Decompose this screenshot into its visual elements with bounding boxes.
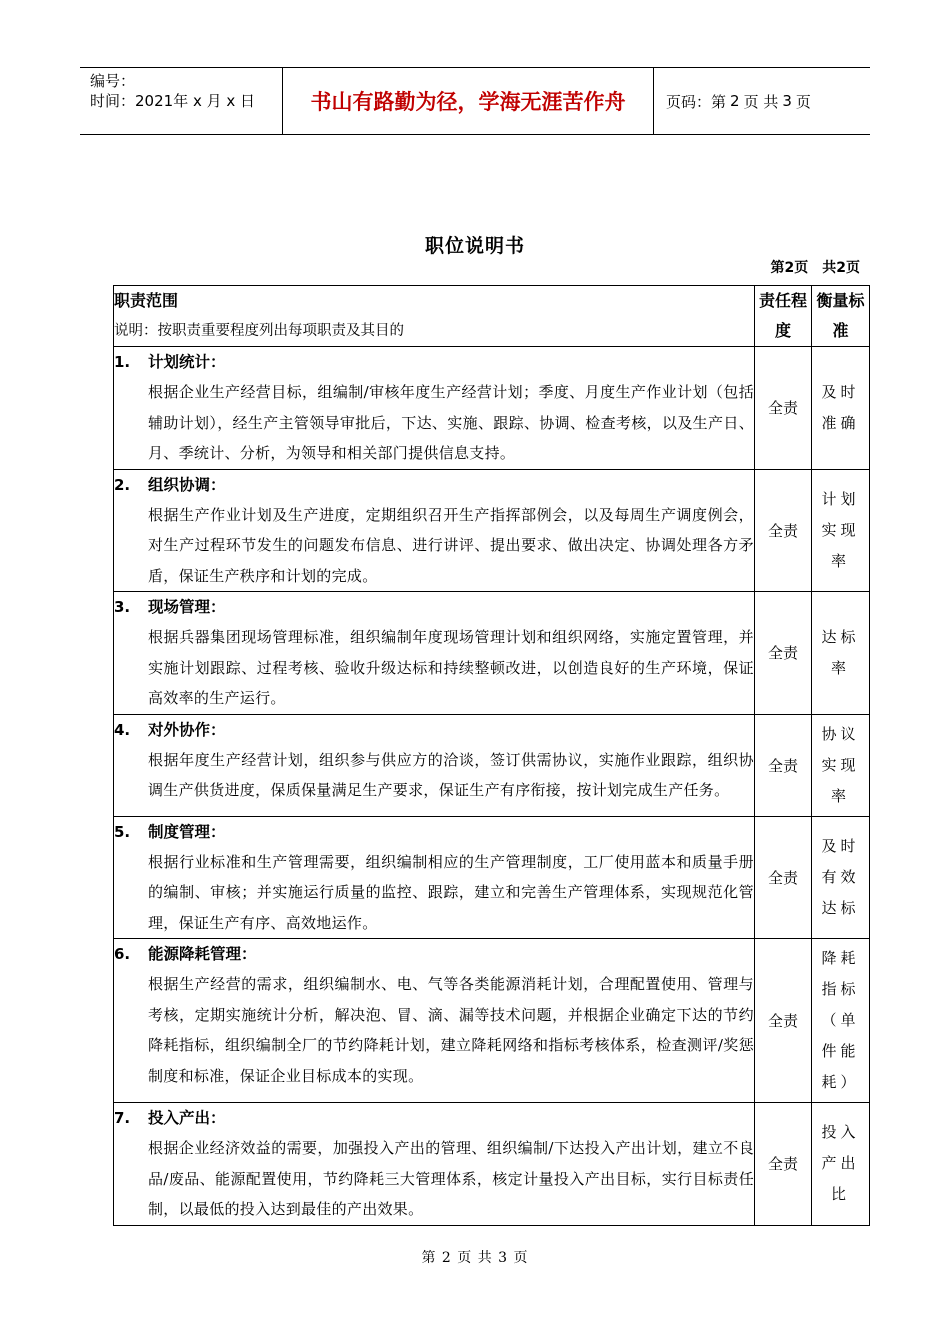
duty-description: 根据年度生产经营计划，组织参与供应方的洽谈，签订供需协议，实施作业跟踪，组织协调生产供货进度，保质保量满足生产要求，保证生产有序衔接，按计划完成生产任务。 xyxy=(148,750,754,799)
measurement-standard: 及时有效达标 xyxy=(812,816,870,939)
page-mid: 页 共 xyxy=(743,92,779,111)
duty-number: 6. xyxy=(114,945,131,963)
page-note: 第2页 共2页 xyxy=(770,260,860,276)
duty-title: 能源降耗管理： xyxy=(148,945,257,963)
duty-cell xyxy=(114,592,755,715)
header-meta xyxy=(80,68,282,134)
responsibility-level: 全责 xyxy=(755,816,812,939)
measurement-standard: 及时准确 xyxy=(812,347,870,470)
duty-heading xyxy=(114,592,754,622)
measurement-standard: 协议实现率 xyxy=(812,714,870,816)
duty-cell xyxy=(114,469,755,592)
duty-heading xyxy=(114,347,754,377)
duty-title: 对外协作： xyxy=(148,720,226,739)
duty-cell xyxy=(114,347,755,470)
duty-heading xyxy=(114,817,754,847)
responsibility-level: 全责 xyxy=(755,714,812,816)
header-description: 说明：按职责重要程度列出每项职责及其目的 xyxy=(114,323,404,339)
table-row xyxy=(114,816,870,939)
duty-heading xyxy=(114,715,754,745)
duty-cell xyxy=(114,816,755,939)
duty-cell xyxy=(114,939,755,1103)
duty-cell xyxy=(114,714,755,816)
table-row xyxy=(114,714,870,816)
duty-cell xyxy=(114,1103,755,1226)
responsibility-level: 全责 xyxy=(755,469,812,592)
page-num: 2 xyxy=(730,92,740,110)
table-row xyxy=(114,469,870,592)
header-metric: 衡量标准 xyxy=(812,286,870,347)
duty-description: 根据兵器集团现场管理标准，组织编制年度现场管理计划和组织网络，实施定置管理，并实施计划跟踪、过程考核、验收升级达标和持续整顿改进，以创造良好的生产环境，保证高效率的生产运行。 xyxy=(148,628,754,707)
duty-title: 计划统计： xyxy=(148,353,226,371)
duty-description: 根据企业经济效益的需要，加强投入产出的管理、组织编制/下达投入产出计划，建立不良品/废品、能源配置使用，节约降耗三大管理体系，核定计量投入产出目标，实行目标责任制，以最低的投入达到最佳的产出效果。 xyxy=(148,1139,754,1218)
duty-heading xyxy=(114,470,754,500)
measurement-standard: 达标率 xyxy=(812,592,870,715)
table-row xyxy=(114,939,870,1103)
responsibility-level: 全责 xyxy=(755,939,812,1103)
duty-heading xyxy=(114,1103,754,1133)
duty-heading xyxy=(114,939,754,969)
time-line xyxy=(90,91,282,111)
duty-table xyxy=(113,285,870,1226)
responsibility-level: 全责 xyxy=(755,347,812,470)
duty-description: 根据生产经营的需求，组织编制水、电、气等各类能源消耗计划，合理配置使用、管理与考核，定期实施统计分析，解决泡、冒、滴、漏等技术问题，并根据企业确定下达的节约降耗指标，组织编制全厂的节约降耗计划，建立降耗网络和指标考核体系，检查测评/奖惩制度和标准，保证企业目标成本的实现。 xyxy=(148,975,754,1085)
date-rest: 年 x 月 x 日 xyxy=(173,92,256,110)
measurement-standard: 降耗指标（单件能耗） xyxy=(812,939,870,1103)
table-row xyxy=(114,1103,870,1226)
table-row xyxy=(114,592,870,715)
duty-number: 4. xyxy=(114,720,131,739)
duty-title: 投入产出： xyxy=(148,1109,226,1127)
duty-number: 1. xyxy=(114,353,131,371)
duty-description: 根据企业生产经营目标，组编制/审核年度生产经营计划；季度、月度生产作业计划（包括辅助计划），经生产主管领导审批后，下达、实施、跟踪、协调、检查考核，以及生产日、月、季统计、分析，为领导和相关部门提供信息支持。 xyxy=(148,383,754,462)
duty-title: 组织协调： xyxy=(148,475,226,494)
responsibility-level: 全责 xyxy=(755,592,812,715)
page-total: 3 xyxy=(782,92,792,110)
duty-title: 制度管理： xyxy=(148,822,226,841)
duty-number: 7. xyxy=(114,1109,131,1127)
header-scope: 职责范围 xyxy=(114,291,179,310)
page-header xyxy=(80,67,870,135)
duty-number: 5. xyxy=(114,822,131,841)
page-footer: 第 2 页 共 3 页 xyxy=(421,1250,529,1266)
duty-number: 3. xyxy=(114,598,131,616)
duty-title: 现场管理： xyxy=(148,598,226,616)
header-responsibility: 责任程度 xyxy=(755,286,812,347)
table-row xyxy=(114,347,870,470)
document-title: 职位说明书 xyxy=(424,235,525,257)
time-label: 时间： xyxy=(90,92,136,110)
table-header-row xyxy=(114,286,870,347)
page-label: 页码：第 xyxy=(666,92,727,111)
number-label: 编号： xyxy=(90,72,136,90)
duty-description: 根据行业标准和生产管理需要，组织编制相应的生产管理制度，工厂使用蓝本和质量手册的编制、审核；并实施运行质量的监控、跟踪，建立和完善生产管理体系，实现规范化管理，保证生产有序、高效地运作。 xyxy=(148,852,754,932)
date-year: 2021 xyxy=(135,92,174,110)
header-page-info xyxy=(654,68,870,134)
responsibility-level: 全责 xyxy=(755,1103,812,1226)
duty-description: 根据生产作业计划及生产进度，定期组织召开生产指挥部例会，以及每周生产调度例会，对生产过程环节发生的问题发布信息、进行讲评、提出要求、做出决定、协调处理各方矛盾，保证生产秩序和计划的完成。 xyxy=(148,505,754,585)
measurement-standard: 计划实现率 xyxy=(812,469,870,592)
measurement-standard: 投入产出比 xyxy=(812,1103,870,1226)
header-scope-cell xyxy=(114,286,755,347)
header-motto: 书山有路勤为径，学海无涯苦作舟 xyxy=(282,68,654,134)
page-end: 页 xyxy=(795,92,811,111)
duty-number: 2. xyxy=(114,475,131,494)
